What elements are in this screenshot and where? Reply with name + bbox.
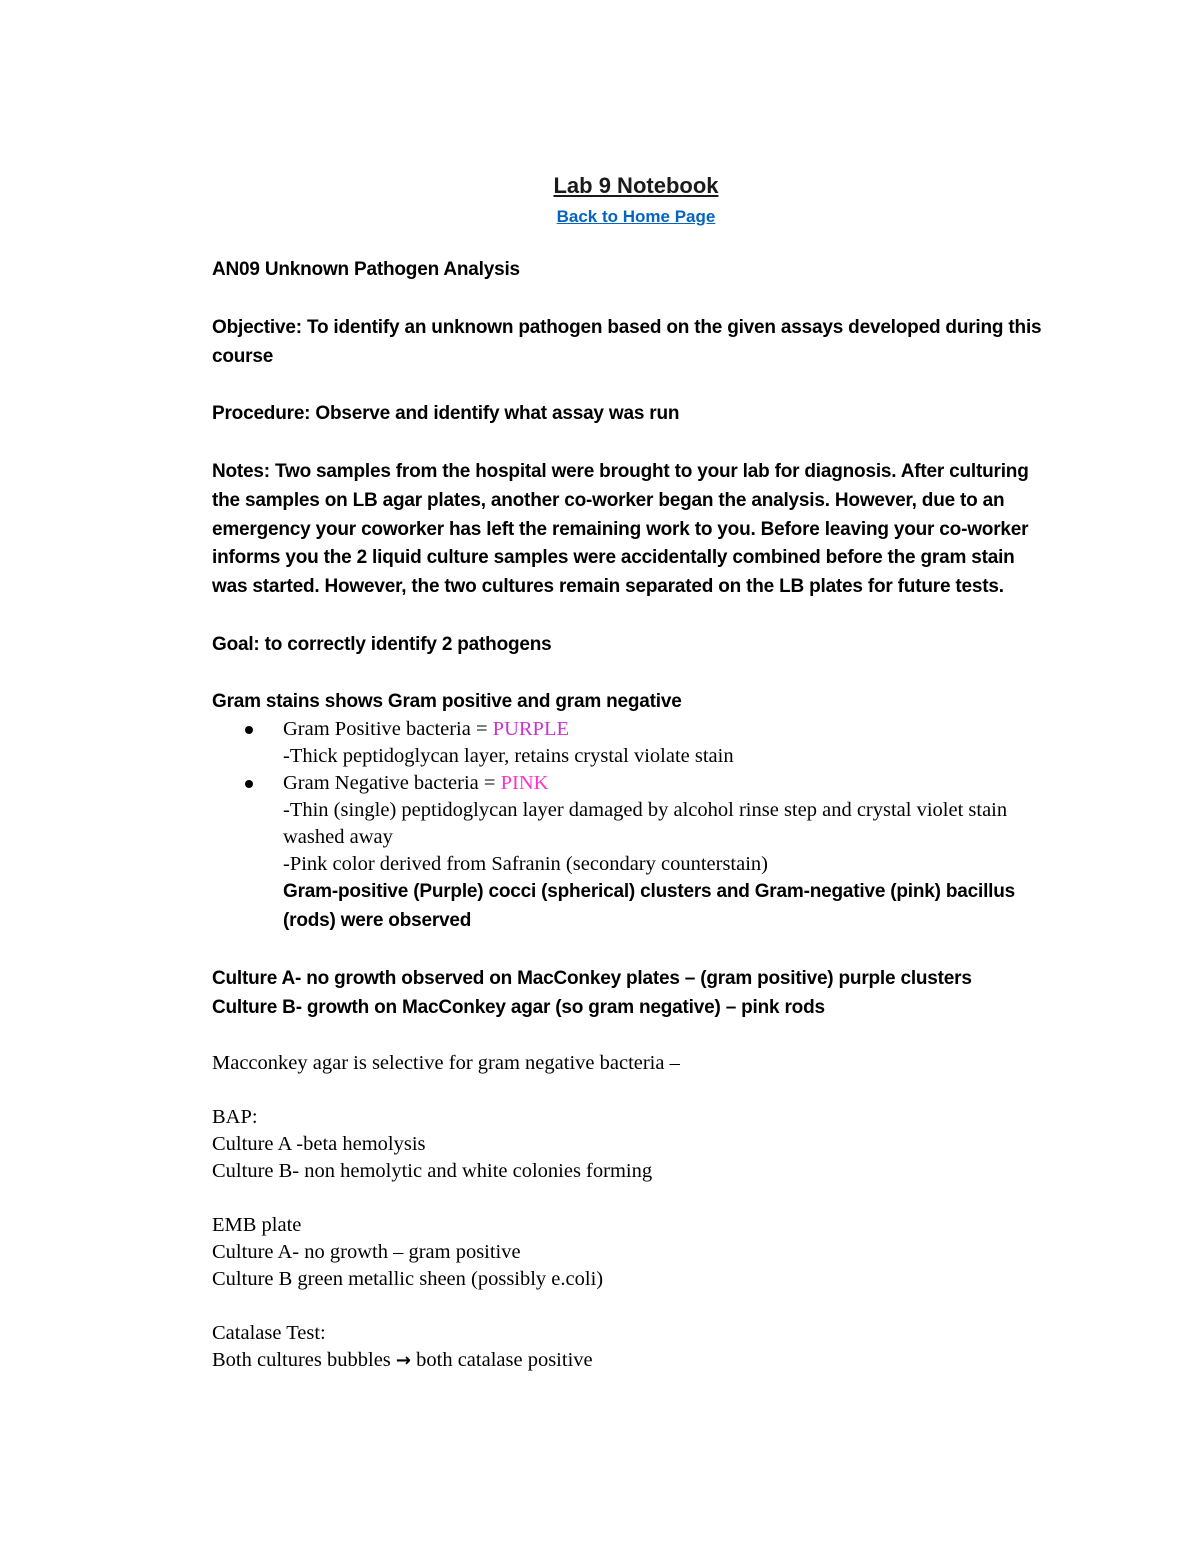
gram-stain-list bbox=[212, 716, 1052, 936]
catalase-heading: Catalase Test: bbox=[212, 1322, 326, 1344]
culture-b-macconkey: Culture B- growth on MacConkey agar (so gram negative) – pink rods bbox=[212, 997, 825, 1018]
bap-culture-a: Culture A -beta hemolysis bbox=[212, 1133, 426, 1155]
gram-positive-label: Gram Positive bacteria = bbox=[283, 718, 493, 740]
notes-text: Notes: Two samples from the hospital were brought to your lab for diagnosis. After culturing the samples on LB agar plates, another co-worker began the analysis. However, due to an emergency your coworker has left the remaining work to you. Before leaving your co-worker informs you the 2 liquid culture samples were accidentally combined before the gram stain was started. However, the two cultures remain separated on the LB plates for future tests. bbox=[212, 461, 1029, 598]
catalase-result-suffix: both catalase positive bbox=[411, 1349, 593, 1371]
purple-color-word: PURPLE bbox=[492, 718, 569, 740]
gram-negative-line bbox=[283, 770, 1052, 797]
goal-text: Goal: to correctly identify 2 pathogens bbox=[212, 634, 552, 655]
gram-negative-detail-2: -Pink color derived from Safranin (secondary counterstain) bbox=[283, 853, 769, 875]
bullet-icon bbox=[245, 726, 253, 734]
gram-heading: Gram stains shows Gram positive and gram negative bbox=[212, 691, 682, 712]
catalase-result bbox=[212, 1347, 1052, 1374]
page-title: Lab 9 Notebook bbox=[553, 173, 719, 198]
gram-positive-line bbox=[283, 716, 1052, 743]
analysis-title: AN09 Unknown Pathogen Analysis bbox=[212, 259, 520, 280]
emb-heading: EMB plate bbox=[212, 1214, 302, 1236]
gram-observation: Gram-positive (Purple) cocci (spherical) clusters and Gram-negative (pink) bacillus (rods) were observed bbox=[283, 881, 1015, 931]
right-arrow-icon: → bbox=[395, 1350, 412, 1371]
gram-negative-detail-1: -Thin (single) peptidoglycan layer damaged by alcohol rinse step and crystal violet stain washed away bbox=[283, 799, 1008, 848]
gram-positive-detail: -Thick peptidoglycan layer, retains crystal violate stain bbox=[283, 745, 734, 767]
home-link-wrapper bbox=[0, 204, 1200, 230]
emb-culture-b: Culture B green metallic sheen (possibly e.coli) bbox=[212, 1268, 604, 1290]
emb-section bbox=[212, 1212, 1052, 1293]
list-item-gram-negative bbox=[212, 770, 1052, 936]
catalase-section bbox=[212, 1320, 1052, 1374]
gram-negative-label: Gram Negative bacteria = bbox=[283, 772, 501, 794]
emb-culture-a: Culture A- no growth – gram positive bbox=[212, 1241, 521, 1263]
pink-color-word: PINK bbox=[500, 772, 549, 794]
macconkey-note: Macconkey agar is selective for gram negative bacteria – bbox=[212, 1052, 680, 1074]
objective-text: Objective: To identify an unknown pathogen based on the given assays developed during this course bbox=[212, 317, 1042, 367]
bullet-icon bbox=[245, 780, 253, 788]
procedure-text: Procedure: Observe and identify what assay was run bbox=[212, 403, 680, 424]
catalase-result-prefix: Both cultures bubbles bbox=[212, 1349, 396, 1371]
bap-heading: BAP: bbox=[212, 1106, 258, 1128]
bap-culture-b: Culture B- non hemolytic and white colonies forming bbox=[212, 1160, 653, 1182]
bap-section bbox=[212, 1104, 1052, 1185]
back-to-home-link[interactable]: Back to Home Page bbox=[556, 207, 716, 226]
list-item-gram-positive bbox=[212, 716, 1052, 770]
culture-a-macconkey: Culture A- no growth observed on MacConkey plates – (gram positive) purple clusters bbox=[212, 968, 972, 989]
